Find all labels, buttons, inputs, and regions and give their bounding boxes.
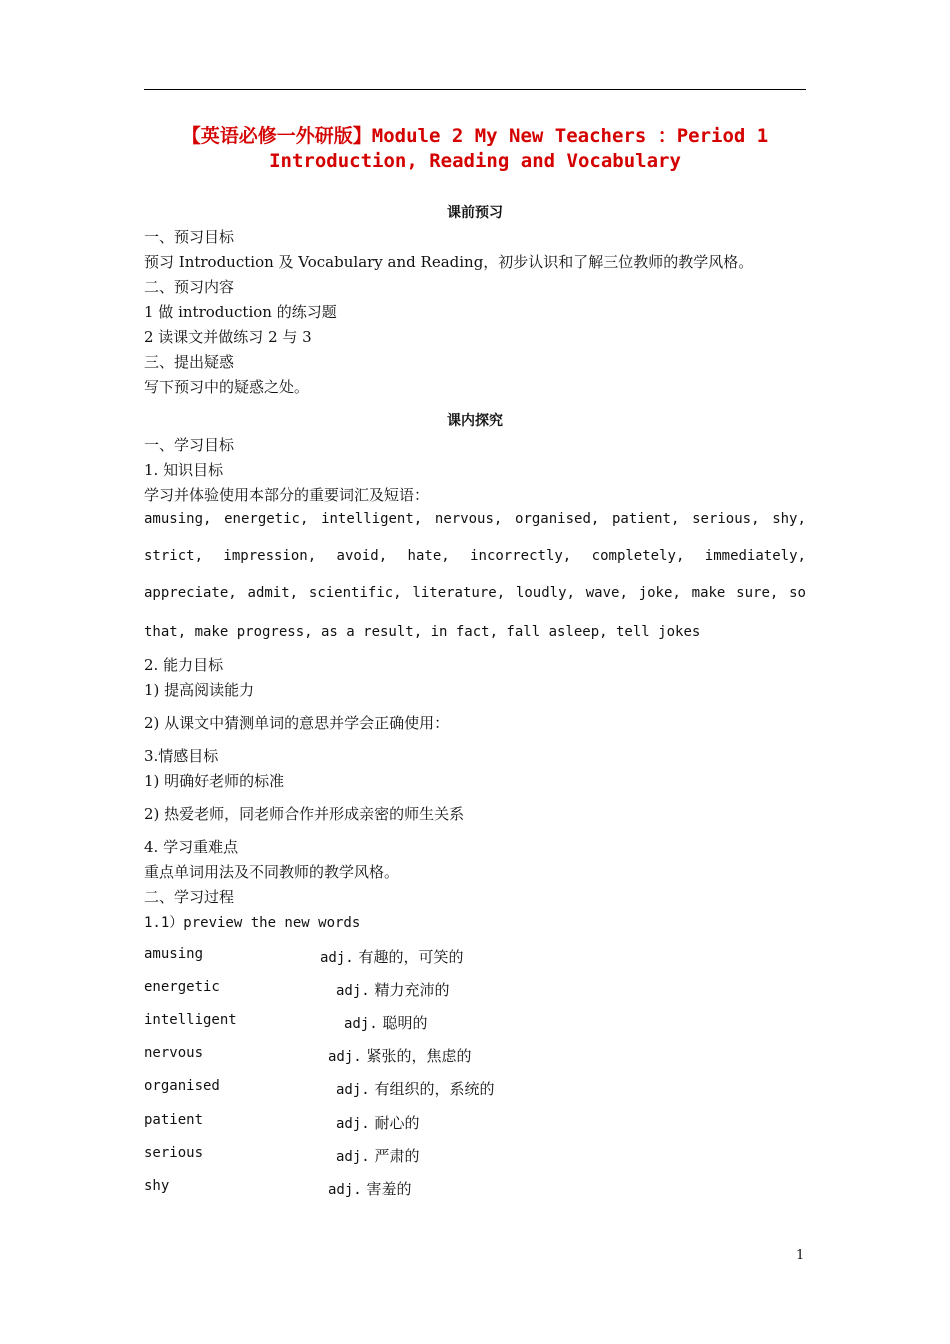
vocab-pos: adj. <box>328 1049 362 1065</box>
word-item: hate, <box>407 548 450 564</box>
emotion-goal-item-1: 1) 明确好老师的标准 <box>144 772 285 790</box>
process-title: 二、学习过程 <box>144 888 235 906</box>
word-list-row <box>144 548 806 564</box>
document-title <box>144 124 806 174</box>
word-item: loudly, <box>515 585 575 601</box>
vocab-pos: adj. <box>336 983 370 999</box>
word-item: scientific, <box>308 585 402 601</box>
ability-goal-item-2: 2) 从课文中猜测单词的意思并学会正确使用： <box>144 714 450 732</box>
vocab-pos: adj. <box>336 1149 370 1165</box>
vocab-definition <box>336 1078 495 1099</box>
page-number: 1 <box>796 1248 805 1263</box>
vocab-word: shy <box>144 1178 170 1194</box>
word-item: avoid, <box>336 548 388 564</box>
key-points-title: 4. 学习重难点 <box>144 838 239 856</box>
vocab-definition <box>320 946 464 967</box>
title-line-2: Introduction, Reading and Vocabulary <box>269 150 681 172</box>
knowledge-goal-title: 1. 知识目标 <box>144 461 224 479</box>
vocab-meaning: 有组织的，系统的 <box>374 1080 495 1098</box>
word-item: incorrectly, <box>470 548 572 564</box>
goals-title: 一、学习目标 <box>144 436 235 454</box>
vocab-word: intelligent <box>144 1012 237 1028</box>
word-item: energetic, <box>224 511 309 527</box>
word-item: strict, <box>144 548 204 564</box>
vocab-definition <box>328 1045 472 1066</box>
vocab-meaning: 耐心的 <box>374 1114 420 1132</box>
preview-goal-title: 一、预习目标 <box>144 228 235 246</box>
word-item: sure, <box>736 585 779 601</box>
vocab-meaning: 严肃的 <box>374 1147 420 1165</box>
title-line-1: 【英语必修一外研版】Module 2 My New Teachers ：Period 1 <box>181 125 769 147</box>
key-points-text: 重点单词用法及不同教师的教学风格。 <box>144 863 400 881</box>
top-rule <box>144 89 806 90</box>
word-item: nervous, <box>434 511 503 527</box>
word-item: impression, <box>223 548 317 564</box>
vocab-word: organised <box>144 1078 220 1094</box>
word-item: literature, <box>412 585 506 601</box>
vocab-meaning: 有趣的，可笑的 <box>358 948 464 966</box>
preview-content-title: 二、预习内容 <box>144 278 235 296</box>
preview-questions-text: 写下预习中的疑惑之处。 <box>144 378 310 396</box>
word-item: serious, <box>692 511 760 527</box>
word-item: wave, <box>585 585 628 601</box>
section-heading-preview: 课前预习 <box>447 205 503 221</box>
vocab-definition <box>328 1178 412 1199</box>
emotion-goal-item-2: 2) 热爱老师，同老师合作并形成亲密的师生关系 <box>144 805 465 823</box>
vocab-pos: adj. <box>336 1116 370 1132</box>
word-item: immediately, <box>704 548 806 564</box>
word-list-row <box>144 511 806 527</box>
vocab-meaning: 害羞的 <box>366 1180 412 1198</box>
ability-goal-item-1: 1) 提高阅读能力 <box>144 681 255 699</box>
vocab-definition <box>344 1012 428 1033</box>
word-item: completely, <box>591 548 685 564</box>
preview-goal-text: 预习 Introduction 及 Vocabulary and Reading，初步认识和了解三位教师的教学风格。 <box>144 253 754 271</box>
vocab-word: nervous <box>144 1045 204 1061</box>
vocab-word: energetic <box>144 979 220 995</box>
vocab-word: amusing <box>144 946 204 962</box>
preview-content-item-1: 1 做 introduction 的练习题 <box>144 303 337 321</box>
word-item: make <box>691 585 726 601</box>
word-item: appreciate, <box>144 585 237 601</box>
vocab-meaning: 聪明的 <box>382 1014 428 1032</box>
emotion-goal-title: 3.情感目标 <box>144 747 219 765</box>
vocab-meaning: 紧张的，焦虑的 <box>366 1047 472 1065</box>
word-item: admit, <box>247 585 299 601</box>
vocab-definition <box>336 1145 420 1166</box>
word-item: intelligent, <box>321 511 423 527</box>
word-item: shy, <box>772 511 806 527</box>
ability-goal-title: 2. 能力目标 <box>144 656 224 674</box>
section-heading-inclass: 课内探究 <box>447 413 503 429</box>
word-list-row <box>144 585 806 601</box>
vocab-word: serious <box>144 1145 204 1161</box>
knowledge-goal-text: 学习并体验使用本部分的重要词汇及短语： <box>144 486 430 504</box>
vocab-definition <box>336 979 450 1000</box>
word-item: patient, <box>611 511 680 527</box>
preview-content-item-2: 2 读课文并做练习 2 与 3 <box>144 328 312 346</box>
vocab-definition <box>336 1112 420 1133</box>
word-item: joke, <box>638 585 681 601</box>
vocab-pos: adj. <box>344 1016 378 1032</box>
vocab-pos: adj. <box>320 950 354 966</box>
word-item: amusing, <box>144 511 212 527</box>
phrase-list-row: that, make progress, as a result, in fact, fall asleep, tell jokes <box>144 624 701 640</box>
vocab-pos: adj. <box>336 1082 370 1098</box>
vocab-pos: adj. <box>328 1182 362 1198</box>
vocab-word: patient <box>144 1112 204 1128</box>
word-item: so <box>789 585 806 601</box>
word-item: organised, <box>515 511 600 527</box>
vocab-meaning: 精力充沛的 <box>374 981 450 999</box>
preview-questions-title: 三、提出疑惑 <box>144 353 235 371</box>
process-subtitle: 1.1）preview the new words <box>144 915 361 931</box>
